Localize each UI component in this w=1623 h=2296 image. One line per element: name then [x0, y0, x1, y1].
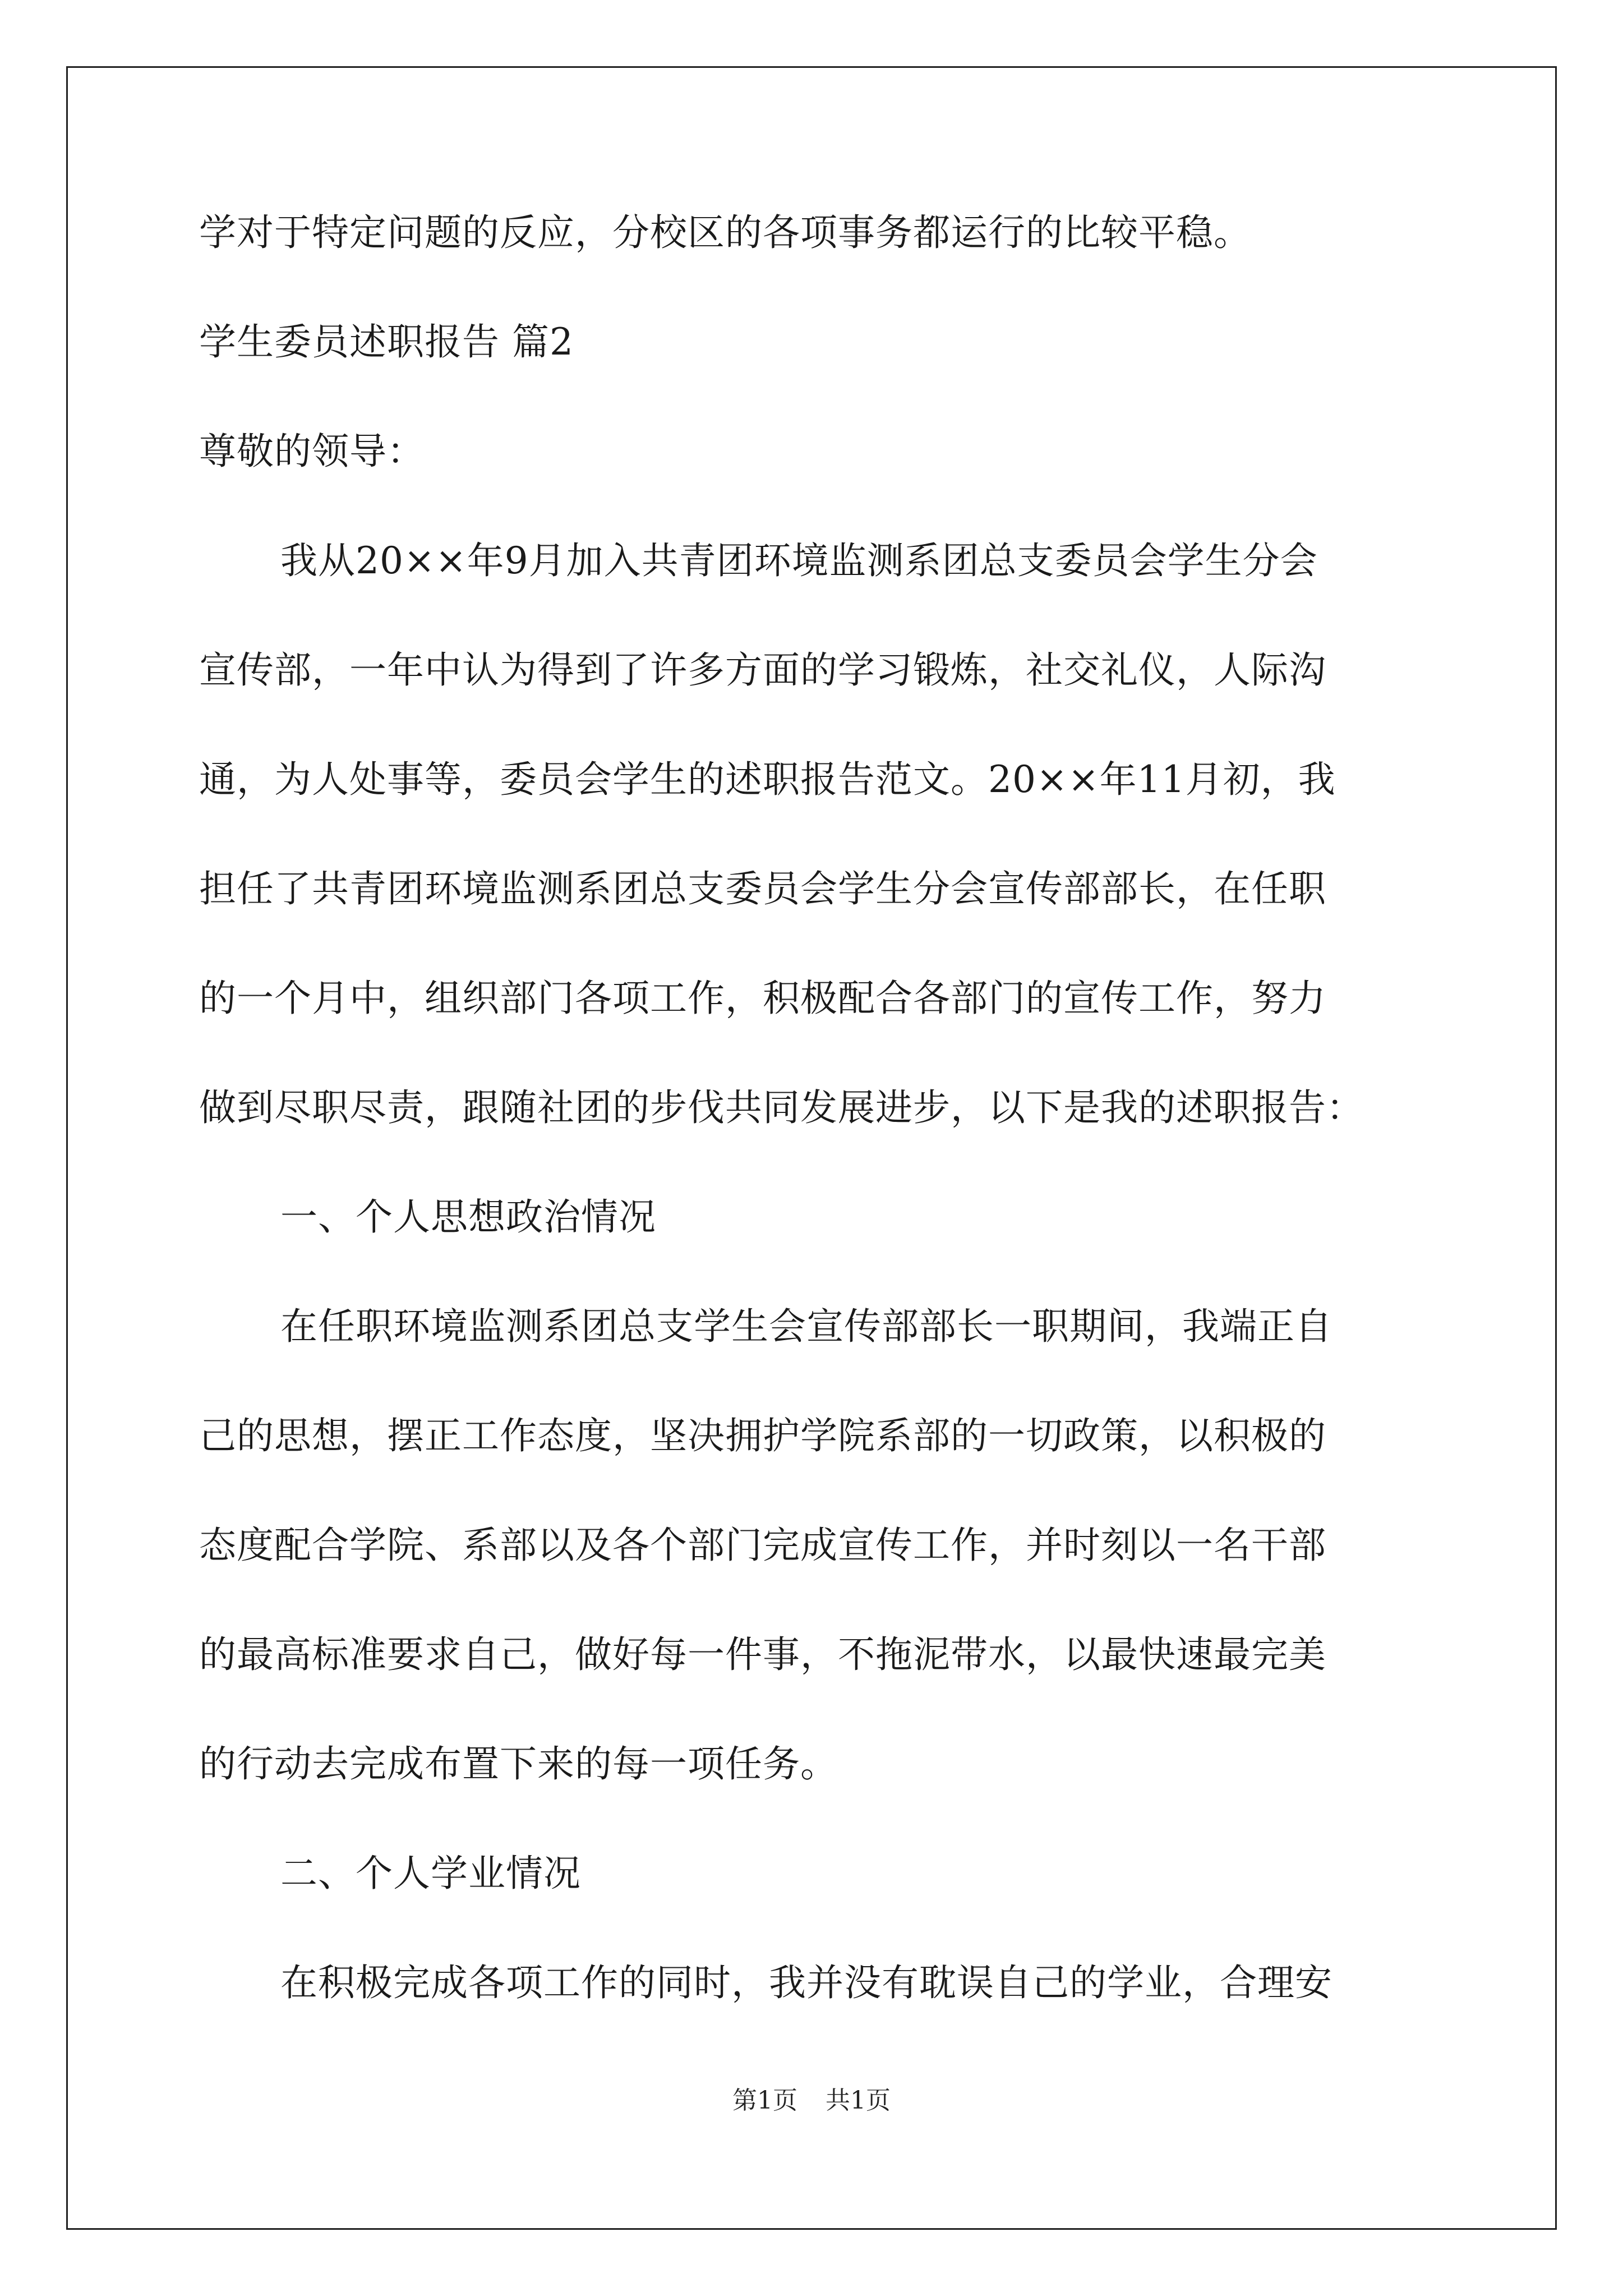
body-text-line: 做到尽职尽责，跟随社团的步伐共同发展进步，以下是我的述职报告：	[199, 1086, 1364, 1129]
body-text-line: 的一个月中，组织部门各项工作，积极配合各部门的宣传工作，努力	[199, 977, 1326, 1020]
page-border	[66, 66, 1557, 2230]
body-text-line: 担任了共青团环境监测系团总支委员会学生分会宣传部部长，在任职	[199, 867, 1326, 910]
subsection-heading: 二、个人学业情况	[280, 1852, 581, 1895]
body-text-line: 在积极完成各项工作的同时，我并没有耽误自己的学业，合理安	[280, 1961, 1332, 2004]
page-number: 第1页	[732, 2086, 797, 2115]
salutation: 尊敬的领导：	[199, 430, 425, 473]
page-footer	[0, 2084, 1623, 2118]
body-text-line: 通，为人处事等，委员会学生的述职报告范文。20××年11月初，我	[199, 758, 1336, 801]
body-text-line: 学对于特定问题的反应，分校区的各项事务都运行的比较平稳。	[199, 211, 1251, 254]
section-heading: 学生委员述职报告 篇2	[199, 320, 574, 364]
body-text-line: 己的思想，摆正工作态度，坚决拥护学院系部的一切政策，以积极的	[199, 1414, 1326, 1457]
body-text-line: 态度配合学院、系部以及各个部门完成宣传工作，并时刻以一名干部	[199, 1524, 1326, 1567]
body-text-line: 的最高标准要求自己，做好每一件事，不拖泥带水，以最快速最完美	[199, 1633, 1326, 1676]
body-text-line: 我从20××年9月加入共青团环境监测系团总支委员会学生分会	[280, 539, 1318, 582]
page-total: 共1页	[826, 2086, 891, 2115]
body-text-line: 的行动去完成布置下来的每一项任务。	[199, 1742, 838, 1786]
body-text-line: 在任职环境监测系团总支学生会宣传部部长一职期间，我端正自	[280, 1305, 1332, 1348]
body-text-line: 宣传部，一年中认为得到了许多方面的学习锻炼，社交礼仪，人际沟	[199, 648, 1326, 692]
subsection-heading: 一、个人思想政治情况	[280, 1195, 656, 1239]
